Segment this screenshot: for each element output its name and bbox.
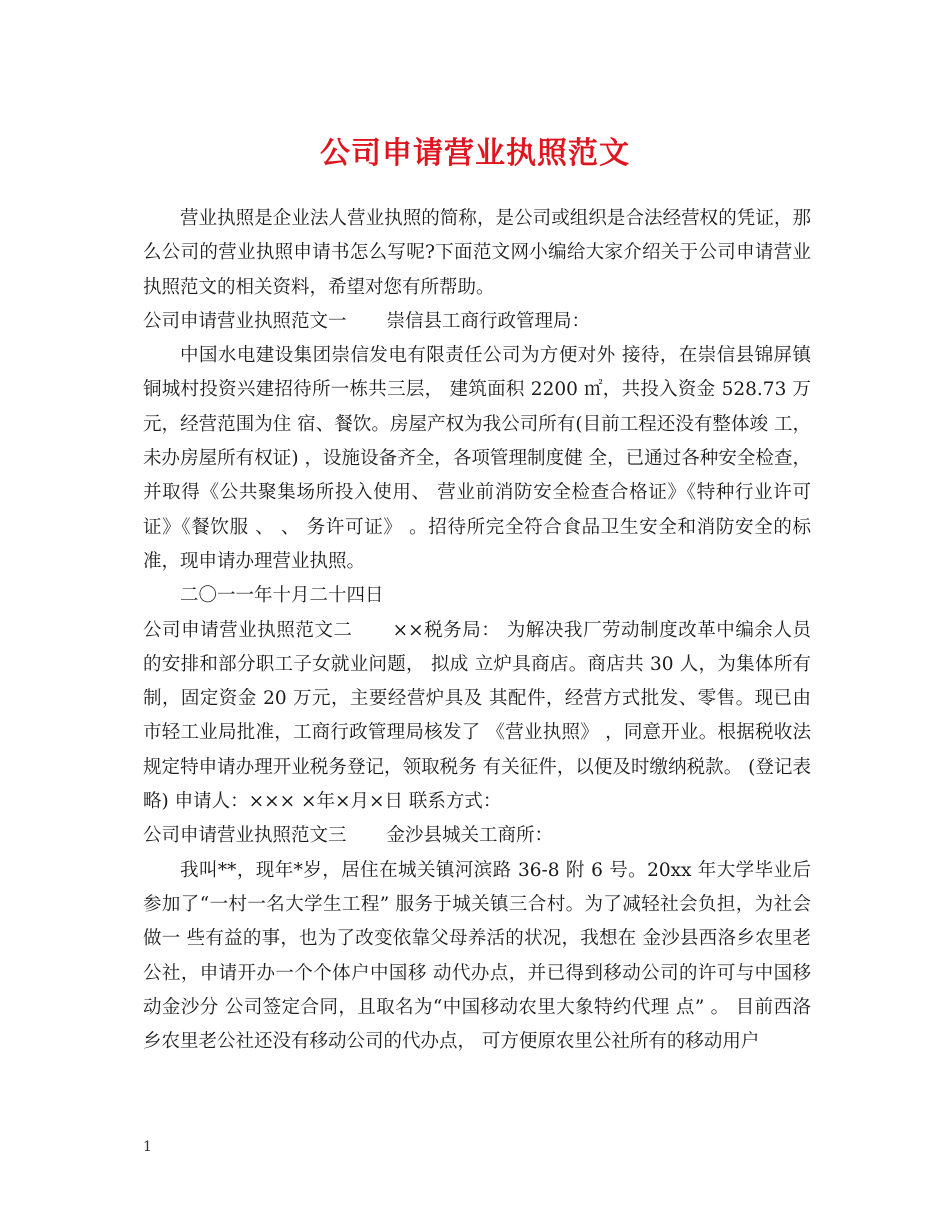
page-number: 1 <box>143 1139 152 1155</box>
sample2-body: ××税务局： 为解决我厂劳动制度改革中编余人员的安排和部分职工子女就业问题， 拟成 立炉具商店。商店共 30 人，为集体所有制，固定资金 20 万元，主要经营炉具及 其配件，经营方式批发、零售。现已由市轻工业局批准，工商行政管理局核发了 《营业执照》 ，同意开业。根据税收法规定特申请办理开业税务登记，领取税务 有关征件，以便及时缴纳税款。 (登记表略) 申请人：××× ×年×月×日 联系方式： <box>143 619 811 813</box>
sample1-heading: 公司申请营业执照范文一 <box>143 310 347 332</box>
sample1-heading-line <box>143 305 811 339</box>
document-title: 公司申请营业执照范文 <box>320 136 630 171</box>
sample3-heading: 公司申请营业执照范文三 <box>143 825 347 847</box>
sample2-paragraph <box>143 614 811 820</box>
sample1-addressee: 崇信县工商行政管理局： <box>386 310 591 332</box>
sample1-body: 中国水电建设集团崇信发电有限责任公司为方便对外 接待，在崇信县锦屏镇铜城村投资兴建招待所一栋共三层， 建筑面积 2200 ㎡，共投入资金 528.73 万元，经营范围为住 宿、餐饮。房屋产权为我公司所有(目前工程还没有整体竣 工，未办房屋所有权证) ，设施设备齐全，各项管理制度健 全，已通过各种安全检查，并取得《公共聚集场所投入使用、 营业前消防安全检查合格证》《特种行业许可证》《餐饮服 、 、 务许可证》 。招待所完全符合食品卫生安全和消防安全的标准，现申请办理营业执照。 <box>143 345 811 572</box>
sample1-date: 二〇一一年十月二十四日 <box>180 585 384 607</box>
sample3-body: 我叫**，现年*岁，居住在城关镇河滨路 36-8 附 6 号。20xx 年大学毕业后参加了“一村一名大学生工程” 服务于城关镇三合村。为了减轻社会负担，为社会做一 些有益的事，也为了改变依靠父母养活的状况，我想在 金沙县西洛乡农里老公社，申请开办一个个体户中国移 动代办点，并已得到移动公司的许可与中国移动金沙分 公司签定合同，且取名为“中国移动农里大象特约代理 点” 。 目前西洛乡农里老公社还没有移动公司的代办点， 可方便原农里公社所有的移动用户 <box>143 859 811 1053</box>
intro-paragraph: 营业执照是企业法人营业执照的简称，是公司或组织是合法经营权的凭证，那么公司的营业执照申请书怎么写呢?下面范文网小编给大家介绍关于公司申请营业执照范文的相关资料，希望对您有所帮助。 <box>143 208 811 298</box>
sample3-addressee: 金沙县城关工商所： <box>386 825 554 847</box>
sample3-heading-line <box>143 819 811 853</box>
sample2-heading: 公司申请营业执照范文二 <box>143 619 353 641</box>
document-body <box>143 202 811 1059</box>
